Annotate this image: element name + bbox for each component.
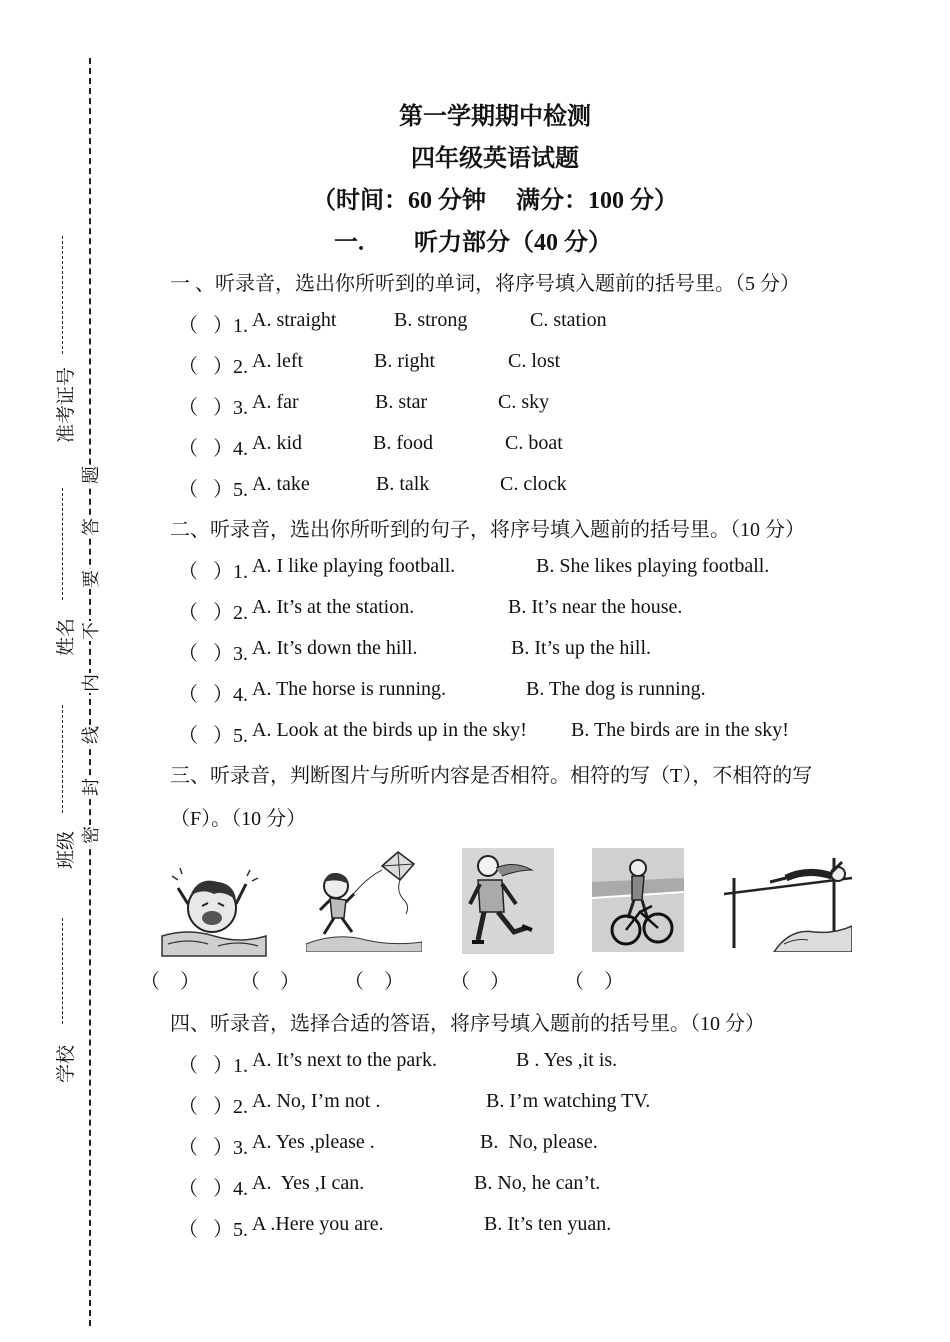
answer-bracket: （ ）5.: [178, 1219, 248, 1241]
option-b: B. She likes playing football.: [536, 555, 770, 577]
option-c: C. boat: [505, 432, 563, 454]
option-a: A. kid: [252, 432, 302, 454]
answer-bracket: （ ）1.: [178, 561, 248, 583]
option-a: A. far: [252, 391, 299, 413]
option-b: B. right: [374, 350, 436, 372]
option-b: B. I’m watching TV.: [486, 1090, 651, 1112]
option-b: B. The dog is running.: [526, 678, 706, 700]
answer-bracket: （ ）3.: [178, 643, 248, 665]
seal-char: 内: [77, 673, 103, 693]
school-label: 学校: [56, 1044, 77, 1083]
cycling-man-picture: [592, 848, 684, 952]
exam-subtitle: 四年级英语试题: [411, 146, 579, 172]
swimming-child-picture: [158, 848, 270, 958]
picture-answer-bracket: （ ）: [450, 971, 510, 993]
section3-instruction-line1: 三、听录音，判断图片与所听内容是否相符。相符的写（T），不相符的写: [170, 765, 813, 787]
option-b: B. strong: [394, 309, 468, 331]
exam-number-line: [62, 236, 63, 354]
option-c: C. station: [530, 309, 607, 331]
seal-char: 题: [77, 465, 103, 485]
option-a: A. No, I’m not .: [252, 1090, 381, 1112]
option-a: A. left: [252, 350, 304, 372]
exam-title: 第一学期期中检测: [399, 104, 591, 130]
name-label: 姓名: [56, 617, 77, 656]
picture-answer-bracket: （ ）: [344, 971, 404, 993]
running-man-picture: [462, 848, 554, 954]
section2-instruction: 二、听录音，选出你所听到的句子，将序号填入题前的括号里。（10 分）: [170, 519, 805, 541]
answer-bracket: （ ）5.: [178, 725, 248, 747]
option-a: A .Here you are.: [252, 1213, 384, 1235]
option-a: A. Yes ,please .: [252, 1131, 375, 1153]
answer-bracket: （ ）3.: [178, 1137, 248, 1159]
high-jump-picture: [724, 848, 852, 952]
option-c: C. sky: [498, 391, 550, 413]
part-number: 一.: [334, 230, 364, 256]
seal-char: 不: [77, 621, 103, 641]
answer-bracket: （ ）5.: [178, 479, 248, 501]
option-b: B. No, please.: [480, 1131, 598, 1153]
answer-bracket: （ ）2.: [178, 1096, 248, 1118]
option-a: A. The horse is running.: [252, 678, 447, 700]
option-b: B. It’s up the hill.: [511, 637, 651, 659]
section1-instruction: 一 、听录音，选出你所听到的单词，将序号填入题前的括号里。（5 分）: [170, 273, 800, 295]
option-a: A. It’s at the station.: [252, 596, 415, 618]
option-c: C. clock: [500, 473, 567, 495]
picture-answer-bracket: （ ）: [240, 971, 300, 993]
answer-bracket: （ ）3.: [178, 397, 248, 419]
picture-answer-bracket: （ ）: [140, 971, 200, 993]
exam-time-score: （时间：60 分钟 满分：100 分）: [312, 188, 678, 214]
seal-char: 线: [77, 725, 103, 745]
part-title: 听力部分（40 分）: [414, 230, 612, 256]
part-heading: [334, 222, 612, 257]
section4-instruction: 四、听录音，选择合适的答语，将序号填入题前的括号里。（10 分）: [170, 1013, 765, 1035]
exam-number-label: 准考证号: [56, 366, 77, 443]
option-a: A. It’s down the hill.: [252, 637, 418, 659]
answer-bracket: （ ）4.: [178, 1178, 248, 1200]
seal-char: 密: [77, 825, 103, 845]
option-a: A. I like playing football.: [252, 555, 456, 577]
option-b: B. star: [375, 391, 428, 413]
option-a: A. Look at the birds up in the sky!: [252, 719, 527, 741]
class-line: [62, 705, 63, 813]
option-b: B. It’s near the house.: [508, 596, 683, 618]
seal-char: 封: [77, 777, 103, 797]
option-b: B . Yes ,it is.: [516, 1049, 618, 1071]
seal-char: 答: [77, 517, 103, 537]
option-b: B. No, he can’t.: [474, 1172, 601, 1194]
option-b: B. talk: [376, 473, 430, 495]
kite-running-boy-picture: [306, 848, 422, 952]
option-c: C. lost: [508, 350, 561, 372]
answer-bracket: （ ）4.: [178, 684, 248, 706]
picture-answer-bracket: （ ）: [564, 971, 624, 993]
section3-instruction-line2: （F）。（10 分）: [170, 808, 307, 830]
option-a: A. take: [252, 473, 310, 495]
answer-bracket: （ ）1.: [178, 315, 248, 337]
option-b: B. The birds are in the sky!: [571, 719, 789, 741]
seal-char: 要: [77, 569, 103, 589]
option-a: A. It’s next to the park.: [252, 1049, 437, 1071]
class-label: 班级: [56, 830, 77, 869]
answer-bracket: （ ）2.: [178, 602, 248, 624]
answer-bracket: （ ）2.: [178, 356, 248, 378]
option-a: A. straight: [252, 309, 337, 331]
option-b: B. food: [373, 432, 433, 454]
answer-bracket: （ ）1.: [178, 1055, 248, 1077]
option-a: A. Yes ,I can.: [252, 1172, 365, 1194]
option-b: B. It’s ten yuan.: [484, 1213, 612, 1235]
answer-bracket: （ ）4.: [178, 438, 248, 460]
name-line: [62, 488, 63, 600]
school-line: [62, 918, 63, 1024]
